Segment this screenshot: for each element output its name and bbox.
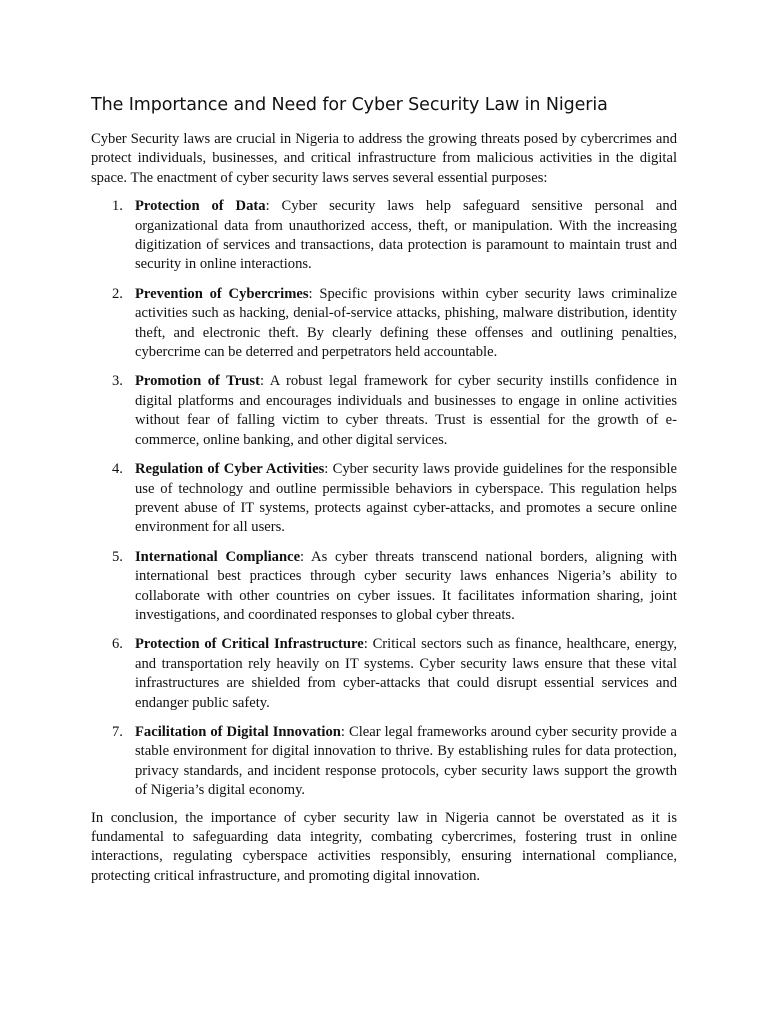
purposes-list	[91, 197, 677, 800]
list-item-text: : As cyber threats transcend national borders, aligning with international best practices through cyber security laws enhances Nigeria’s ability to collaborate with other countries on cyber issues. It facilitates information sharing, joint investigations, and coordinated responses to global cyber threats.	[135, 548, 677, 623]
list-item-number: 7.	[112, 723, 123, 740]
list-item-text: : Specific provisions within cyber security laws criminalize activities such as hacking, denial-of-service attacks, phishing, malware distribution, identity theft, and electronic theft. By clearly defining these offenses and outlining penalties, cybercrime can be deterred and perpetrators held accountable.	[135, 285, 678, 361]
list-item-text: : Critical sectors such as finance, healthcare, energy, and transportation rely heavily on IT systems. Cyber security laws ensure that these vital infrastructures are shielded from cyber-attacks that could disrupt essential services and endanger public safety.	[135, 636, 677, 711]
list-item	[91, 635, 677, 713]
list-item-term: Prevention of Cybercrimes	[135, 285, 309, 302]
list-item	[91, 548, 677, 626]
list-item	[91, 372, 677, 450]
list-item-term: Facilitation of Digital Innovation	[135, 723, 341, 740]
list-item-term: International Compliance	[135, 548, 301, 565]
document-page	[91, 92, 677, 886]
list-item-number: 2.	[112, 285, 123, 302]
list-item-text: : Cyber security laws provide guidelines for the responsible use of technology and outline permissible behaviors in cyberspace. This regulation helps prevent abuse of IT systems, protects against cyber-attacks, and promotes a secure online environment for all users.	[135, 461, 677, 536]
document-title: The Importance and Need for Cyber Security Law in Nigeria	[91, 95, 608, 115]
list-item-term: Protection of Critical Infrastructure	[135, 636, 364, 653]
list-item-number: 5.	[112, 548, 123, 565]
list-item-term: Regulation of Cyber Activities	[135, 461, 325, 478]
list-item-text: : Clear legal frameworks around cyber security provide a stable environment for digital innovation to thrive. By establishing rules for data protection, privacy standards, and incident response protocols, cyber security laws support the growth of Nigeria’s digital economy.	[135, 723, 678, 799]
list-item-text: : A robust legal framework for cyber security instills confidence in digital platforms and encourages individuals and businesses to engage in online activities without fear of falling victim to cyber threats. Trust is essential for the growth of e-commerce, online banking, and other digital services.	[135, 373, 677, 448]
intro-paragraph: Cyber Security laws are crucial in Nigeria to address the growing threats posed by cybercrimes and protect individuals, businesses, and critical infrastructure from malicious activities in the digital space. The enactment of cyber security laws serves several essential purposes:	[91, 131, 677, 186]
list-item	[91, 460, 677, 538]
list-item-text: : Cyber security laws help safeguard sensitive personal and organizational data from unauthorized access, theft, or manipulation. With the increasing digitization of services and transactions, data protection is paramount to maintain trust and security in online interactions.	[135, 198, 677, 273]
conclusion-paragraph: In conclusion, the importance of cyber security law in Nigeria cannot be overstated as it is fundamental to safeguarding data integrity, combating cybercrimes, fostering trust in online interactions, regulating cyberspace activities responsibly, ensuring international compliance, protecting critical infrastructure, and promoting digital innovation.	[91, 809, 677, 884]
list-item-term: Promotion of Trust	[135, 373, 260, 390]
list-item-number: 4.	[112, 461, 123, 478]
list-item	[91, 723, 677, 801]
list-item	[91, 197, 677, 275]
list-item-term: Protection of Data	[135, 198, 266, 215]
list-item	[91, 285, 677, 363]
list-item-number: 1.	[112, 198, 123, 215]
list-item-number: 6.	[112, 636, 123, 653]
list-item-number: 3.	[112, 373, 123, 390]
